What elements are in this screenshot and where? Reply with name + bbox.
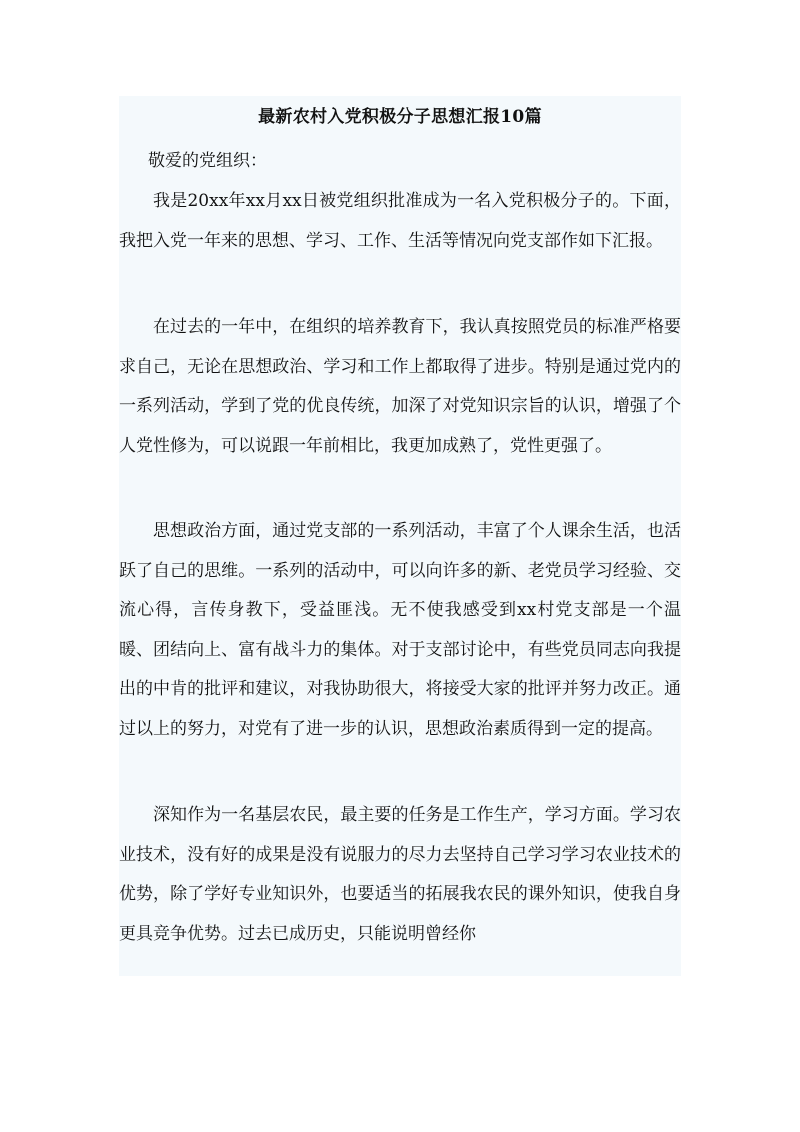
document-page [119,96,681,976]
salutation: 敬爱的党组织： [148,151,267,171]
paragraph-2: 在过去的一年中，在组织的培养教育下，我认真按照党员的标准严格要求自己，无论在思想政治、学习和工作上都取得了进步。特别是通过党内的一系列活动，学到了党的优良传统，加深了对党知识宗旨的认识，增强了个人党性修为，可以说跟一年前相比，我更加成熟了，党性更强了。 [119,317,681,456]
paragraph-1: 我是20xx年xx月xx日被党组织批准成为一名入党积极分子的。下面，我把入党一年来的思想、学习、工作、生活等情况向党支部作如下汇报。 [119,191,681,251]
paragraph-4: 深知作为一名基层农民，最主要的任务是工作生产，学习方面。学习农业技术，没有好的成果是没有说服力的尽力去坚持自己学习学习农业技术的优势，除了学好专业知识外，也要适当的拓展我农民的课外知识，使我自身更具竞争优势。过去已成历史，只能说明曾经你 [119,805,681,944]
paragraph-3: 思想政治方面，通过党支部的一系列活动，丰富了个人课余生活，也活跃了自己的思维。一系列的活动中，可以向许多的新、老党员学习经验、交流心得，言传身教下，受益匪浅。无不使我感受到xx村党支部是一个温暖、团结向上、富有战斗力的集体。对于支部讨论中，有些党员同志向我提出的中肯的批评和建议，对我协助很大，将接受大家的批评并努力改正。通过以上的努力，对党有了进一步的认识，思想政治素质得到一定的提高。 [119,521,681,739]
document-title: 最新农村入党积极分子思想汇报10篇 [258,107,542,127]
